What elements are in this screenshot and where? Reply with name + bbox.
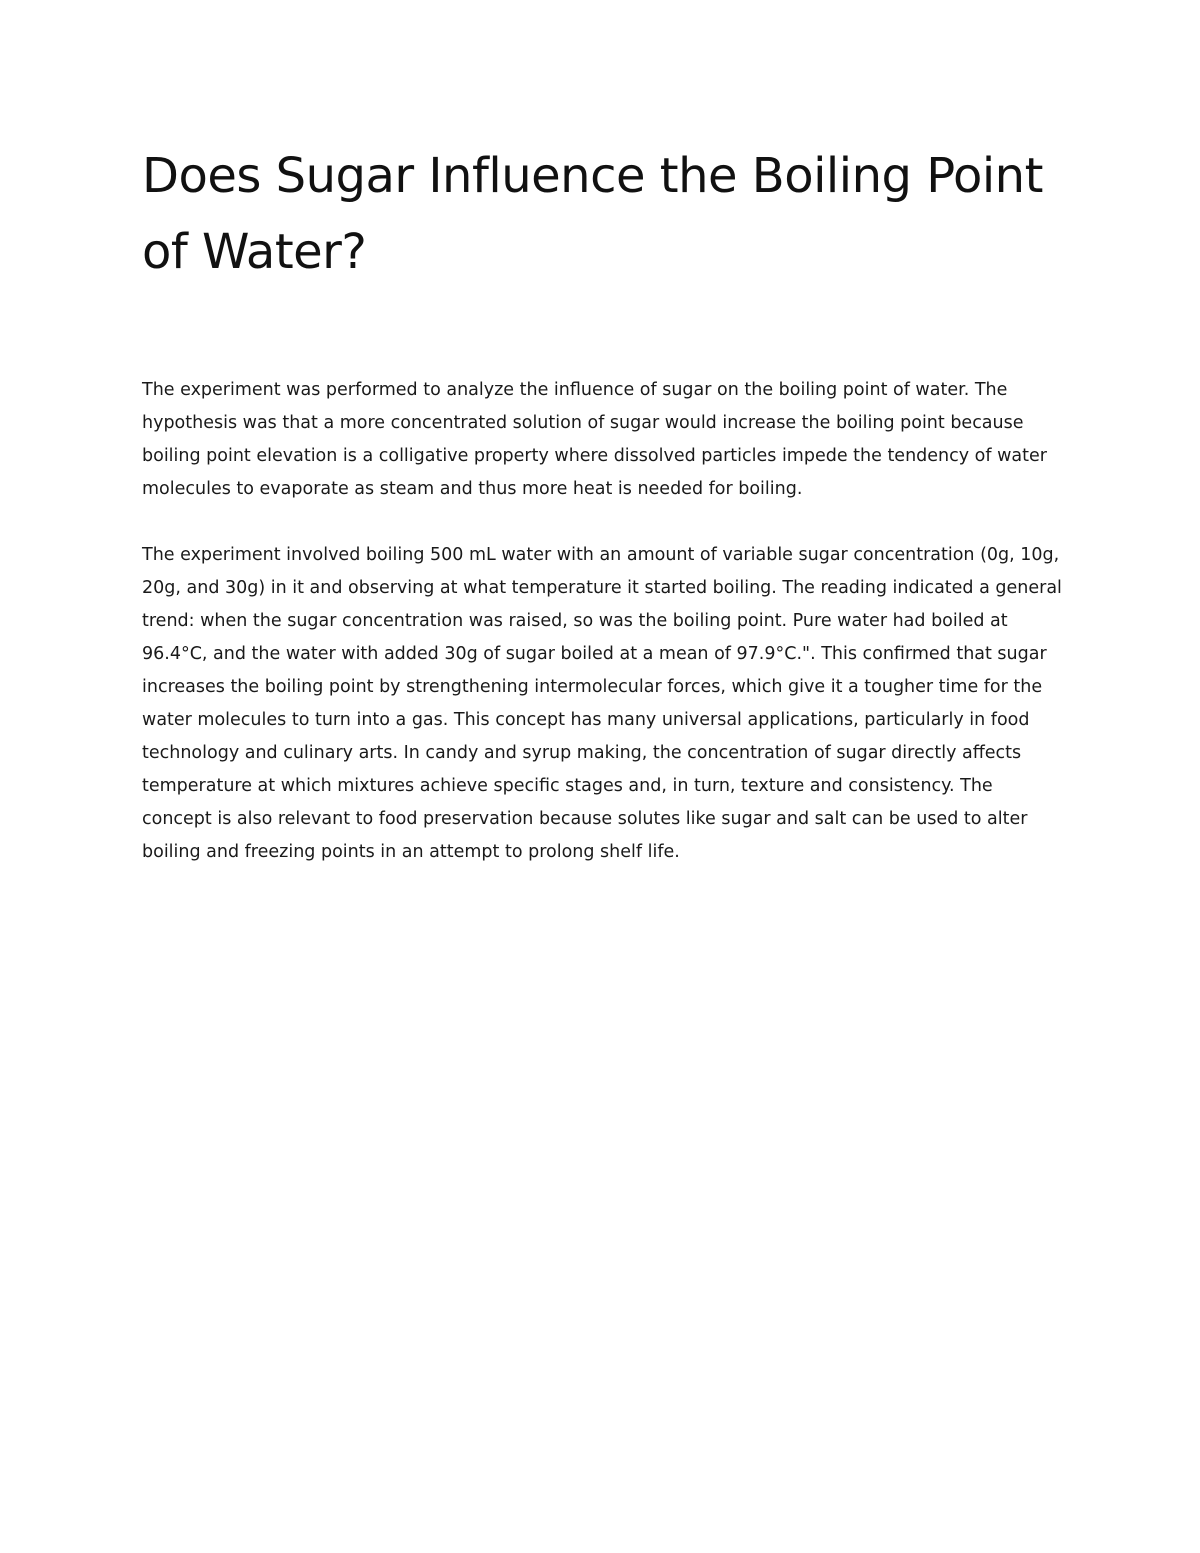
paragraph-experiment: The experiment involved boiling 500 mL water with an amount of variable sugar concentration (0g, 10g, 20g, and 30g) in it and observing at what temperature it started boiling. The reading indicated a general trend: when the sugar concentration was raised, so was the boiling point. Pure water had boiled at 96.4°C, and the water with added 30g of sugar boiled at a mean of 97.9°C.". This confirmed that sugar increases the boiling point by strengthening intermolecular forces, which give it a tougher time for the water molecules to turn into a gas. This concept has many universal applications, particularly in food technology and culinary arts. In candy and syrup making, the concentration of sugar directly affects temperature at which mixtures achieve specific stages and, in turn, texture and consistency. The concept is also relevant to food preservation because solutes like sugar and salt can be used to alter boiling and freezing points in an attempt to prolong shelf life.: [142, 545, 1062, 862]
paragraph-hypothesis: The experiment was performed to analyze the influence of sugar on the boiling point of water. The hypothesis was that a more concentrated solution of sugar would increase the boiling point because boiling point elevation is a colligative property where dissolved particles impede the tendency of water molecules to evaporate as steam and thus more heat is needed for boiling.: [142, 380, 1047, 499]
document-title: Does Sugar Influence the Boiling Point of Water?: [142, 148, 1043, 280]
document-body: [142, 374, 1062, 902]
